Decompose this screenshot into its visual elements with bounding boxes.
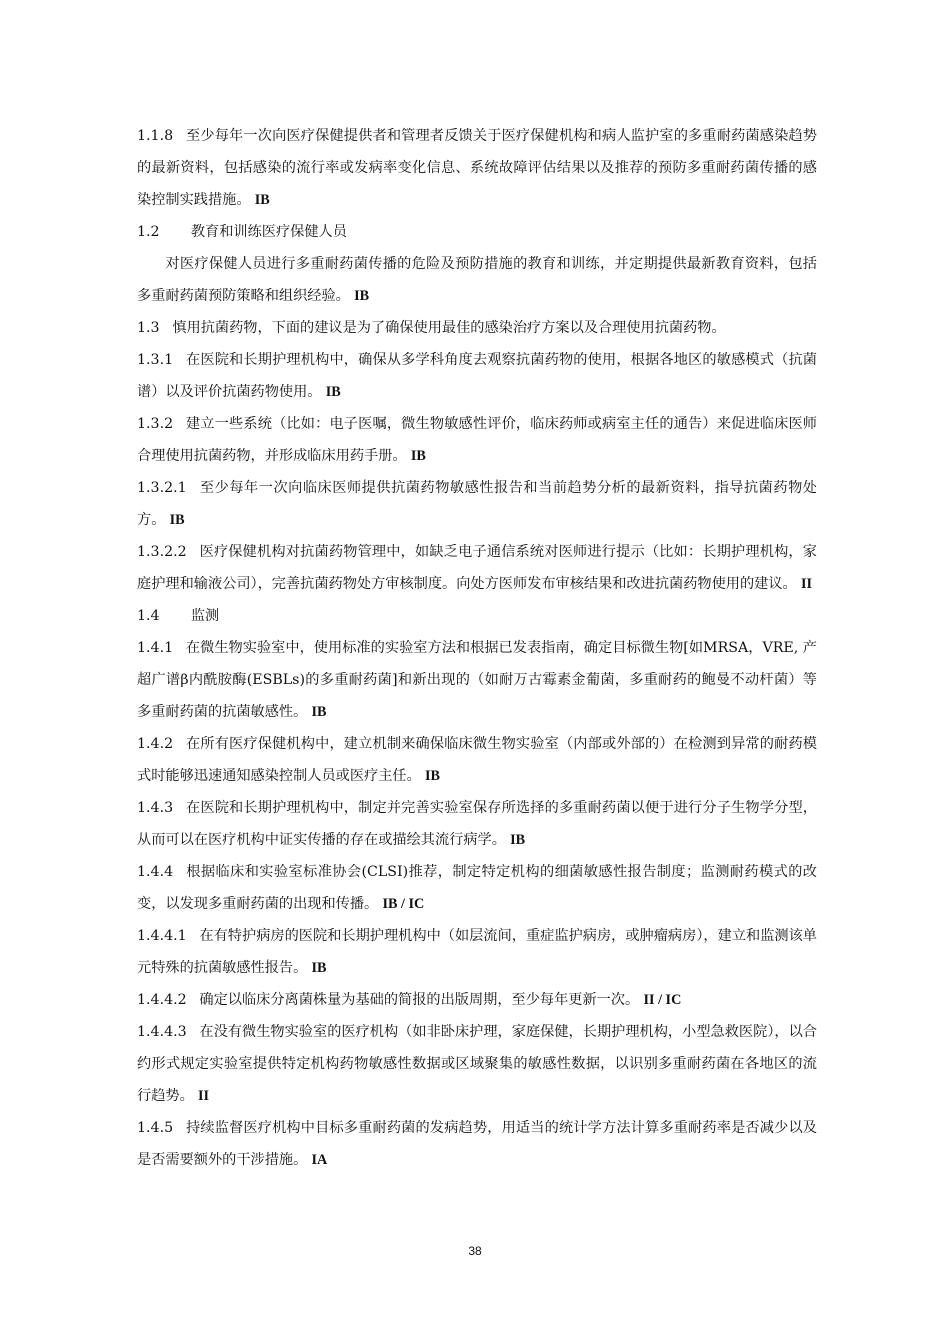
evidence-grade: IB	[254, 192, 270, 208]
evidence-grade: IB	[425, 768, 440, 784]
evidence-grade: IB	[325, 384, 341, 400]
section-number: 1.4.3	[137, 800, 174, 816]
paragraph	[137, 408, 817, 472]
evidence-grade: II	[800, 576, 813, 592]
paragraph-text: 建立一些系统（比如：电子医嘱，微生物敏感性评价，临床药师或病室主任的通告）来促进临床医师合理使用抗菌药物，并形成临床用药手册。	[137, 416, 817, 464]
evidence-grade: IB	[410, 448, 426, 464]
paragraph-text: 在有特护病房的医院和长期护理机构中（如层流间，重症监护病房，或肿瘤病房），建立和监测该单元特殊的抗菌敏感性报告。	[137, 928, 817, 976]
section-number: 1.3.2.1	[137, 480, 187, 496]
section-number: 1.4.1	[137, 640, 174, 656]
evidence-grade: IB	[510, 832, 526, 848]
paragraph-text: 在所有医疗保健机构中，建立机制来确保临床微生物实验室（内部或外部的）在检测到异常的耐药模式时能够迅速通知感染控制人员或医疗主任。	[137, 736, 817, 784]
paragraph	[137, 632, 817, 728]
evidence-grade: IB	[311, 960, 327, 976]
paragraph-text: 在没有微生物实验室的医疗机构（如非卧床护理，家庭保健，长期护理机构，小型急救医院），以合约形式规定实验室提供特定机构药物敏感性数据或区域聚集的敏感性数据，以识别多重耐药菌在各地区的流行趋势。	[137, 1024, 817, 1104]
paragraph-text: 确定以临床分离菌株量为基础的简报的出版周期，至少每年更新一次。	[199, 992, 640, 1008]
section-number: 1.2	[137, 224, 160, 240]
evidence-grade: IB	[169, 512, 185, 528]
document-body	[137, 120, 817, 1176]
section-number: 1.3.1	[137, 352, 174, 368]
evidence-grade: IB	[354, 288, 370, 304]
section-number: 1.4.2	[137, 736, 174, 752]
section-number: 1.3.2.2	[137, 544, 187, 560]
section-heading	[137, 216, 817, 248]
paragraph-text: 持续监督医疗机构中目标多重耐药菌的发病趋势，用适当的统计学方法计算多重耐药率是否减少以及是否需要额外的干涉措施。	[137, 1120, 817, 1168]
paragraph-text: 教育和训练医疗保健人员	[190, 224, 347, 240]
section-number: 1.4.5	[137, 1120, 174, 1136]
evidence-grade: IB / IC	[382, 896, 425, 912]
paragraph	[137, 1112, 817, 1176]
paragraph-text: 对医疗保健人员进行多重耐药菌传播的危险及预防措施的教育和训练，并定期提供最新教育资料，包括多重耐药菌预防策略和组织经验。	[137, 256, 817, 304]
paragraph-text: 医疗保健机构对抗菌药物管理中，如缺乏电子通信系统对医师进行提示（比如：长期护理机构，家庭护理和输液公司），完善抗菌药物处方审核制度。向处方医师发布审核结果和改进抗菌药物使用的建议。	[137, 544, 817, 592]
paragraph	[137, 472, 817, 536]
section-number: 1.4.4	[137, 864, 174, 880]
paragraph	[137, 312, 817, 344]
evidence-grade: II / IC	[643, 992, 682, 1008]
paragraph-text: 在医院和长期护理机构中，制定并完善实验室保存所选择的多重耐药菌以便于进行分子生物学分型，从而可以在医疗机构中证实传播的存在或描绘其流行病学。	[137, 800, 817, 848]
page-number: 38	[468, 1244, 482, 1258]
section-heading	[137, 600, 817, 632]
section-number: 1.4	[137, 608, 160, 624]
section-number: 1.4.4.2	[137, 992, 187, 1008]
paragraph	[137, 1016, 817, 1112]
paragraph	[137, 536, 817, 600]
paragraph	[137, 344, 817, 408]
paragraph	[137, 792, 817, 856]
paragraph	[137, 248, 817, 312]
paragraph-text: 至少每年一次向医疗保健提供者和管理者反馈关于医疗保健机构和病人监护室的多重耐药菌感染趋势的最新资料，包括感染的流行率或发病率变化信息、系统故障评估结果以及推荐的预防多重耐药菌传播的感染控制实践措施。	[137, 128, 817, 208]
evidence-grade: II	[198, 1088, 210, 1104]
paragraph	[137, 120, 817, 216]
section-number: 1.4.4.3	[137, 1024, 187, 1040]
section-number: 1.4.4.1	[137, 928, 187, 944]
paragraph-text: 监测	[190, 608, 220, 624]
section-number: 1.3.2	[137, 416, 174, 432]
paragraph-text: 在微生物实验室中，使用标准的实验室方法和根据已发表指南，确定目标微生物[如MRSA，VRE, 产超广谱β内酰胺酶(ESBLs)的多重耐药菌]和新出现的（如耐万古霉素金葡菌，多重耐药的鲍曼不动杆菌）等多重耐药菌的抗菌敏感性。	[137, 640, 817, 720]
paragraph-text: 在医院和长期护理机构中，确保从多学科角度去观察抗菌药物的使用，根据各地区的敏感模式（抗菌谱）以及评价抗菌药物使用。	[137, 352, 817, 400]
paragraph-text: 至少每年一次向临床医师提供抗菌药物敏感性报告和当前趋势分析的最新资料，指导抗菌药物处方。	[137, 480, 817, 528]
paragraph	[137, 728, 817, 792]
paragraph	[137, 856, 817, 920]
evidence-grade: IA	[311, 1152, 328, 1168]
paragraph	[137, 920, 817, 984]
evidence-grade: IB	[311, 704, 327, 720]
section-number: 1.1.8	[137, 128, 174, 144]
paragraph-text: 慎用抗菌药物，下面的建议是为了确保使用最佳的感染治疗方案以及合理使用抗菌药物。	[172, 320, 726, 336]
paragraph-text: 根据临床和实验室标准协会(CLSI)推荐，制定特定机构的细菌敏感性报告制度；监测耐药模式的改变，以发现多重耐药菌的出现和传播。	[137, 864, 817, 912]
paragraph	[137, 984, 817, 1016]
section-number: 1.3	[137, 320, 160, 336]
